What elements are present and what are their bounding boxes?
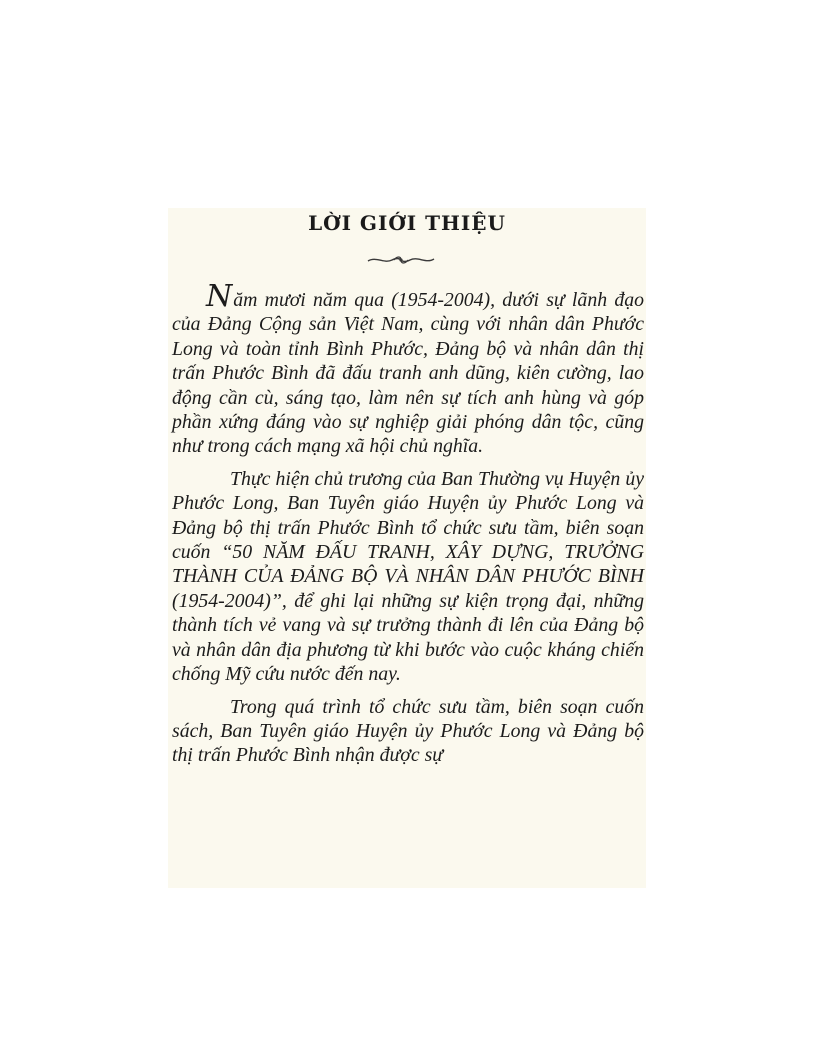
- flourish-divider-icon: [366, 254, 436, 266]
- paragraph-2: Thực hiện chủ trương của Ban Thường vụ Huyện ủy Phước Long, Ban Tuyên giáo Huyện ủy Phước Long và Đảng bộ thị trấn Phước Bình tổ chức sưu tầm, biên soạn cuốn “50 NĂM ĐẤU TRANH, XÂY DỰNG, TRƯỞNG THÀNH CỦA ĐẢNG BỘ VÀ NHÂN DÂN PHƯỚC BÌNH (1954-2004)”, để ghi lại những sự kiện trọng đại, những thành tích vẻ vang và sự trưởng thành đi lên của Đảng bộ và nhân dân địa phương từ khi bước vào cuộc kháng chiến chống Mỹ cứu nước đến nay.: [172, 467, 644, 686]
- page-title: LỜI GIỚI THIỆU: [308, 211, 506, 235]
- paragraph-1: [172, 279, 644, 459]
- introduction-body: [172, 279, 644, 776]
- paragraph-3: Trong quá trình tổ chức sưu tầm, biên soạn cuốn sách, Ban Tuyên giáo Huyện ủy Phước Long và Đảng bộ thị trấn Phước Bình nhận được sự: [172, 695, 644, 767]
- drop-cap: N: [206, 279, 233, 314]
- paragraph-1-text: ăm mươi năm qua (1954-2004), dưới sự lãnh đạo của Đảng Cộng sản Việt Nam, cùng với nhân dân Phước Long và toàn tỉnh Bình Phước, Đảng bộ và nhân dân thị trấn Phước Bình đã đấu tranh anh dũng, kiên cường, lao động cần cù, sáng tạo, làm nên sự tích anh hùng và góp phần xứng đáng vào sự nghiệp giải phóng dân tộc, cũng như trong cách mạng xã hội chủ nghĩa.: [172, 289, 644, 458]
